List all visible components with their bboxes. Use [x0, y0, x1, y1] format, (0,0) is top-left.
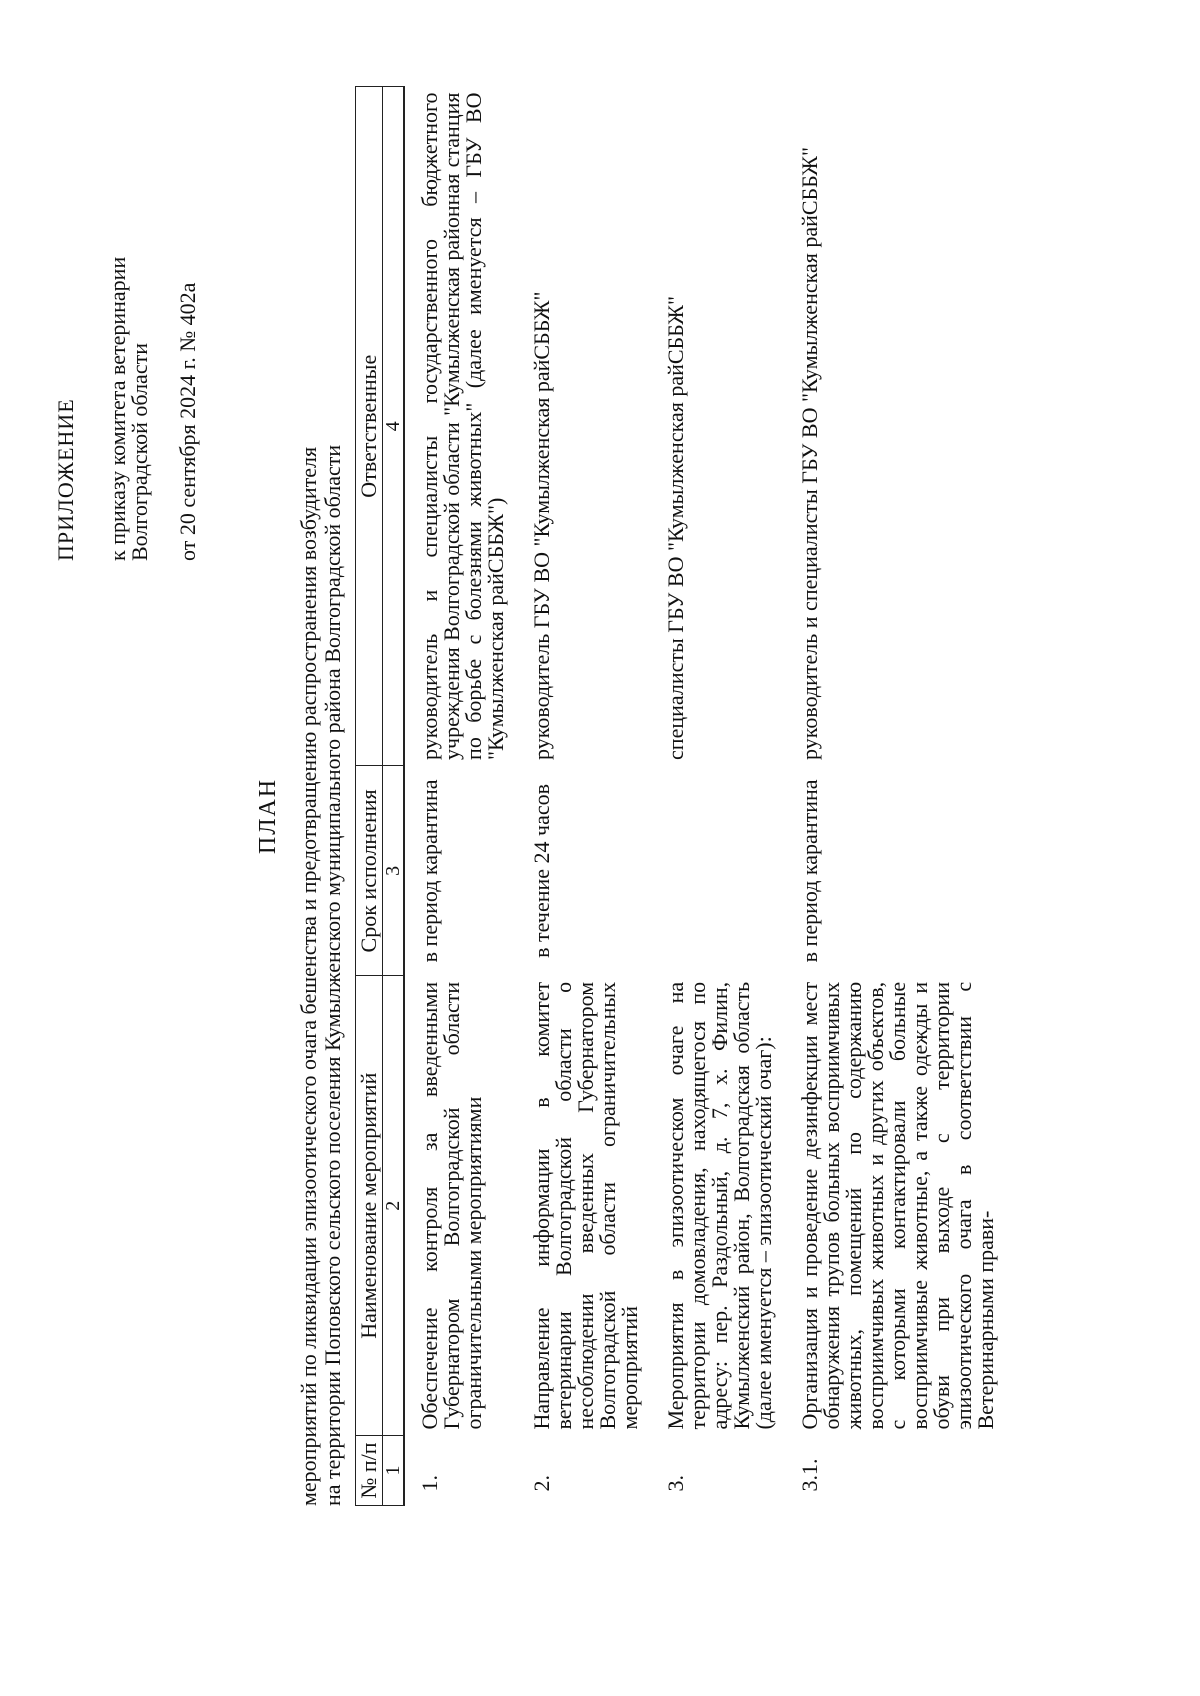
appendix-line-1: к приказу комитета ветеринарии [105, 256, 130, 561]
table-row [404, 87, 517, 1506]
row-responsible: руководитель и специалисты государственного бюджетного учреждения Волгоградской области "Кумылженская районная станция по борьбе с болезнями животных" (далее именуется – ГБУ ВО "Кумылженская райСББЖ") [417, 92, 508, 760]
header-term: Срок исполнения [356, 766, 383, 976]
plan-subtitle [297, 86, 345, 1506]
plan-table [355, 86, 1007, 1506]
plan-subtitle-line-2: на территории Поповского сельского поселения Кумылженского муниципального района Волгоградской области [320, 444, 345, 1506]
header-col-number-1: 1 [383, 1436, 405, 1506]
document-page [15, 66, 1065, 1566]
table-row [785, 87, 1007, 1506]
row-name: Организация и проведение дезинфекции мест обнаружения трупов больных восприимчивых животных, помещений по содержанию восприимчивых животных и других объектов, с которыми контактировали больные восприимчивые животные, а также одежды и обуви при выходе с территории эпизоотического очага в соответствии с Ветеринарными прави- [797, 981, 998, 1430]
table-row [651, 87, 785, 1506]
header-col-number-3: 3 [383, 766, 405, 976]
plan-title: ПЛАН [255, 777, 281, 855]
row-term: в период карантина [417, 779, 442, 963]
header-name: Наименование мероприятий [356, 976, 383, 1436]
row-term [651, 766, 785, 976]
appendix-line-2: Волгоградской области [127, 343, 152, 561]
header-col-number-2: 2 [383, 976, 405, 1436]
row-responsible: руководитель и специалисты ГБУ ВО "Кумылженская райСББЖ" [797, 147, 822, 760]
row-term: в течение 24 часов [529, 783, 554, 958]
table-row [517, 87, 651, 1506]
row-number: 2. [529, 1475, 554, 1492]
row-number: 3.1. [797, 1458, 822, 1492]
header-number: № п/п [356, 1436, 383, 1506]
row-responsible: руководитель ГБУ ВО "Кумылженская райСББЖ" [529, 291, 554, 760]
row-number: 1. [417, 1475, 442, 1492]
plan-subtitle-line-1: мероприятий по ликвидации эпизоотического очага бешенства и предотвращению распространения возбудителя [296, 446, 321, 1506]
appendix-block [55, 81, 199, 561]
row-name: Мероприятия в эпизоотическом очаге на территории домовладения, находящегося по адресу: пер. Раздольный, д. 7, х. Филин, Кумылженский район, Волгоградская область (далее именуется – эпизоотический очаг): [663, 981, 776, 1430]
appendix-date: от 20 сентября 2024 г. № 402а [175, 282, 200, 561]
row-responsible: специалисты ГБУ ВО "Кумылженская райСББЖ" [663, 296, 688, 760]
row-name: Направление информации в комитет ветеринарии Волгоградской области о несоблюдении введенных Губернатором Волгоградской области ограничительных мероприятий [529, 981, 642, 1430]
header-col-number-4: 4 [383, 87, 405, 766]
appendix-title: ПРИЛОЖЕНИЕ [53, 398, 78, 561]
header-responsible: Ответственные [356, 87, 383, 766]
row-number: 3. [663, 1475, 688, 1492]
table-header-row [356, 87, 383, 1506]
table-header-numbers-row [383, 87, 405, 1506]
row-term: в период карантина [797, 779, 822, 963]
row-name: Обеспечение контроля за введенными Губернатором Волгоградской области ограничительными мероприятиями [417, 981, 486, 1430]
